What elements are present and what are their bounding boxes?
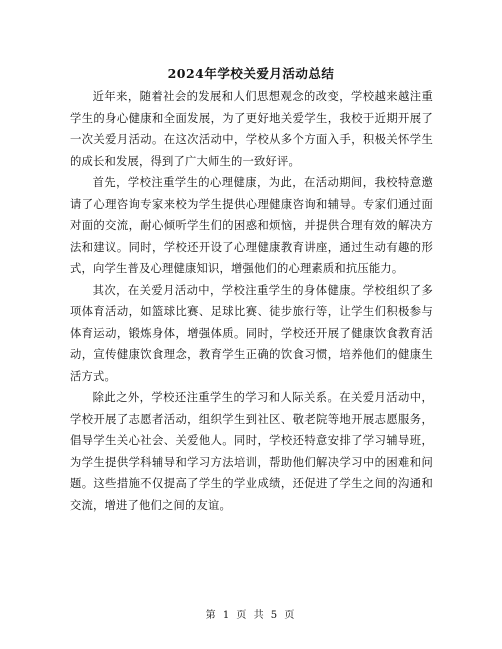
paragraph-2: 首先，学校注重学生的心理健康，为此，在活动期间，我校特意邀请了心理咨询专家来校为学生提供心理健康咨询和辅导。专家们通过面对面的交流，耐心倾听学生们的困惑和烦恼，并提供合理有效的解决方法和建议。同时，学校还开设了心理健康教育讲座，通过生动有趣的形式，向学生普及心理健康知识，增强他们的心理素质和抗压能力。 [70, 176, 433, 275]
document-title: 2024年学校关爱月活动总结 [167, 66, 335, 81]
paragraph-1: 近年来，随着社会的发展和人们思想观念的改变，学校越来越注重学生的身心健康和全面发展，为了更好地关爱学生，我校于近期开展了一次关爱月活动。在这次活动中，学校从多个方面入手，积极关怀学生的成长和发展，得到了广大师生的一致好评。 [70, 90, 433, 168]
page-footer [0, 609, 502, 623]
document-body [70, 86, 433, 516]
paragraph-3: 其次，在关爱月活动中，学校注重学生的身体健康。学校组织了多项体育活动，如篮球比赛、足球比赛、徒步旅行等，让学生们积极参与体育运动，锻炼身体，增强体质。同时，学校还开展了健康饮食教育活动，宣传健康饮食理念，教育学生正确的饮食习惯，培养他们的健康生活方式。 [70, 283, 433, 383]
footer-current-page: 1 [222, 610, 232, 621]
footer-mid: 页 共 [236, 610, 266, 621]
paragraph-4: 除此之外，学校还注重学生的学习和人际关系。在关爱月活动中，学校开展了志愿者活动，组织学生到社区、敬老院等地开展志愿服务，倡导学生关心社会、关爱他人。同时，学校还特意安排了学习辅导班，为学生提供学科辅导和学习方法培训，帮助他们解决学习中的困难和问题。这些措施不仅提高了学生的学业成绩，还促进了学生之间的沟通和交流，增进了他们之间的友谊。 [70, 391, 433, 512]
footer-prefix: 第 [205, 610, 218, 621]
footer-suffix: 页 [284, 610, 297, 621]
footer-total-pages: 5 [270, 610, 280, 621]
